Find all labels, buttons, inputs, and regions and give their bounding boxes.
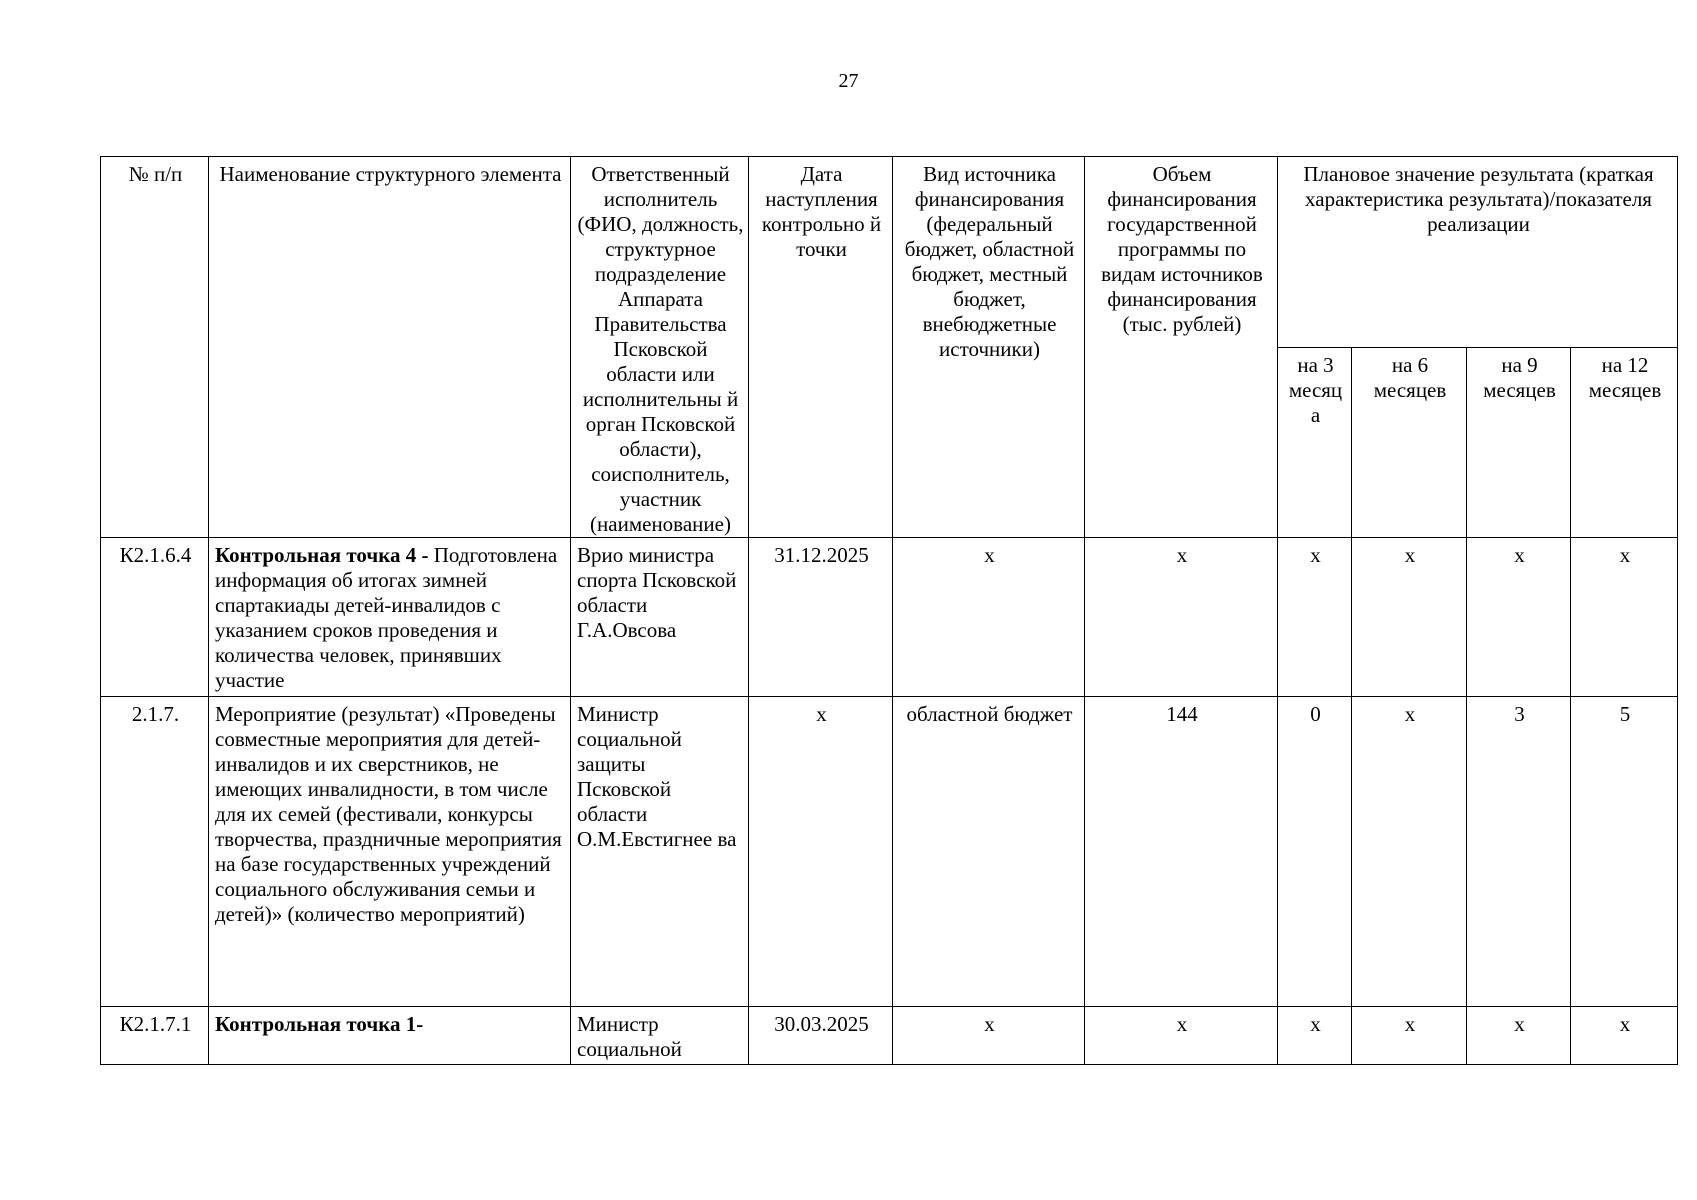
header-m12: на 12 месяцев <box>1571 347 1678 538</box>
cell-date: 30.03.2025 <box>749 1007 893 1065</box>
header-name: Наименование структурного элемента <box>209 157 571 538</box>
cell-m6: х <box>1352 1007 1467 1065</box>
cell-m3: х <box>1278 1007 1352 1065</box>
cell-name-bold: Контрольная точка 1- <box>215 1012 424 1036</box>
cell-name-text: Подготовлена информация об итогах зимней спартакиады детей-инвалидов с указанием сроков проведения и количества человек, принявших участие <box>215 543 558 692</box>
cell-m12: 5 <box>1571 697 1678 1007</box>
header-m3: на 3 месяц а <box>1278 347 1352 538</box>
cell-volume: 144 <box>1085 697 1278 1007</box>
cell-volume: х <box>1085 538 1278 697</box>
header-m6: на 6 месяцев <box>1352 347 1467 538</box>
cell-responsible: Министр социальной <box>571 1007 749 1065</box>
cell-m12: х <box>1571 1007 1678 1065</box>
table-row <box>101 538 1678 697</box>
cell-name <box>209 697 571 1007</box>
header-num: № п/п <box>101 157 209 538</box>
header-plan-group: Плановое значение результата (краткая характеристика результата)/показателя реализации <box>1278 157 1678 348</box>
header-volume: Объем финансирования государственной программы по видам источников финансирования (тыс. рублей) <box>1085 157 1278 538</box>
cell-name <box>209 538 571 697</box>
cell-m12: х <box>1571 538 1678 697</box>
header-source: Вид источника финансирования (федеральный бюджет, областной бюджет, местный бюджет, внебюджетные источники) <box>893 157 1085 538</box>
cell-volume: х <box>1085 1007 1278 1065</box>
cell-responsible: Врио министра спорта Псковской области Г.А.Овсова <box>571 538 749 697</box>
cell-date: х <box>749 697 893 1007</box>
table-row <box>101 1007 1678 1065</box>
header-m9: на 9 месяцев <box>1467 347 1571 538</box>
cell-num: К2.1.7.1 <box>101 1007 209 1065</box>
cell-num: 2.1.7. <box>101 697 209 1007</box>
cell-source: х <box>893 1007 1085 1065</box>
cell-num: К2.1.6.4 <box>101 538 209 697</box>
cell-name-text: Мероприятие (результат) «Проведены совместные мероприятия для детей-инвалидов и их сверстников, не имеющих инвалидности, в том числе для их семей (фестивали, конкурсы творчества, праздничные мероприятия на базе государственных учреждений социального обслуживания семьи и детей)» (количество мероприятий) <box>215 702 562 926</box>
cell-source: х <box>893 538 1085 697</box>
cell-m3: 0 <box>1278 697 1352 1007</box>
results-table <box>100 156 1678 1065</box>
cell-date: 31.12.2025 <box>749 538 893 697</box>
cell-m6: х <box>1352 538 1467 697</box>
header-date: Дата наступления контрольно й точки <box>749 157 893 538</box>
cell-m6: х <box>1352 697 1467 1007</box>
cell-name <box>209 1007 571 1065</box>
page-number: 27 <box>838 70 859 92</box>
table-row <box>101 697 1678 1007</box>
cell-name-bold: Контрольная точка 4 - <box>215 543 429 567</box>
cell-m9: х <box>1467 538 1571 697</box>
cell-m9: 3 <box>1467 697 1571 1007</box>
header-responsible: Ответственный исполнитель (ФИО, должность, структурное подразделение Аппарата Правительства Псковской области или исполнительны й орган Псковской области), соисполнитель, участник (наименование) <box>571 157 749 538</box>
cell-m9: х <box>1467 1007 1571 1065</box>
cell-source: областной бюджет <box>893 697 1085 1007</box>
cell-responsible: Министр социальной защиты Псковской области О.М.Евстигнее ва <box>571 697 749 1007</box>
cell-m3: х <box>1278 538 1352 697</box>
